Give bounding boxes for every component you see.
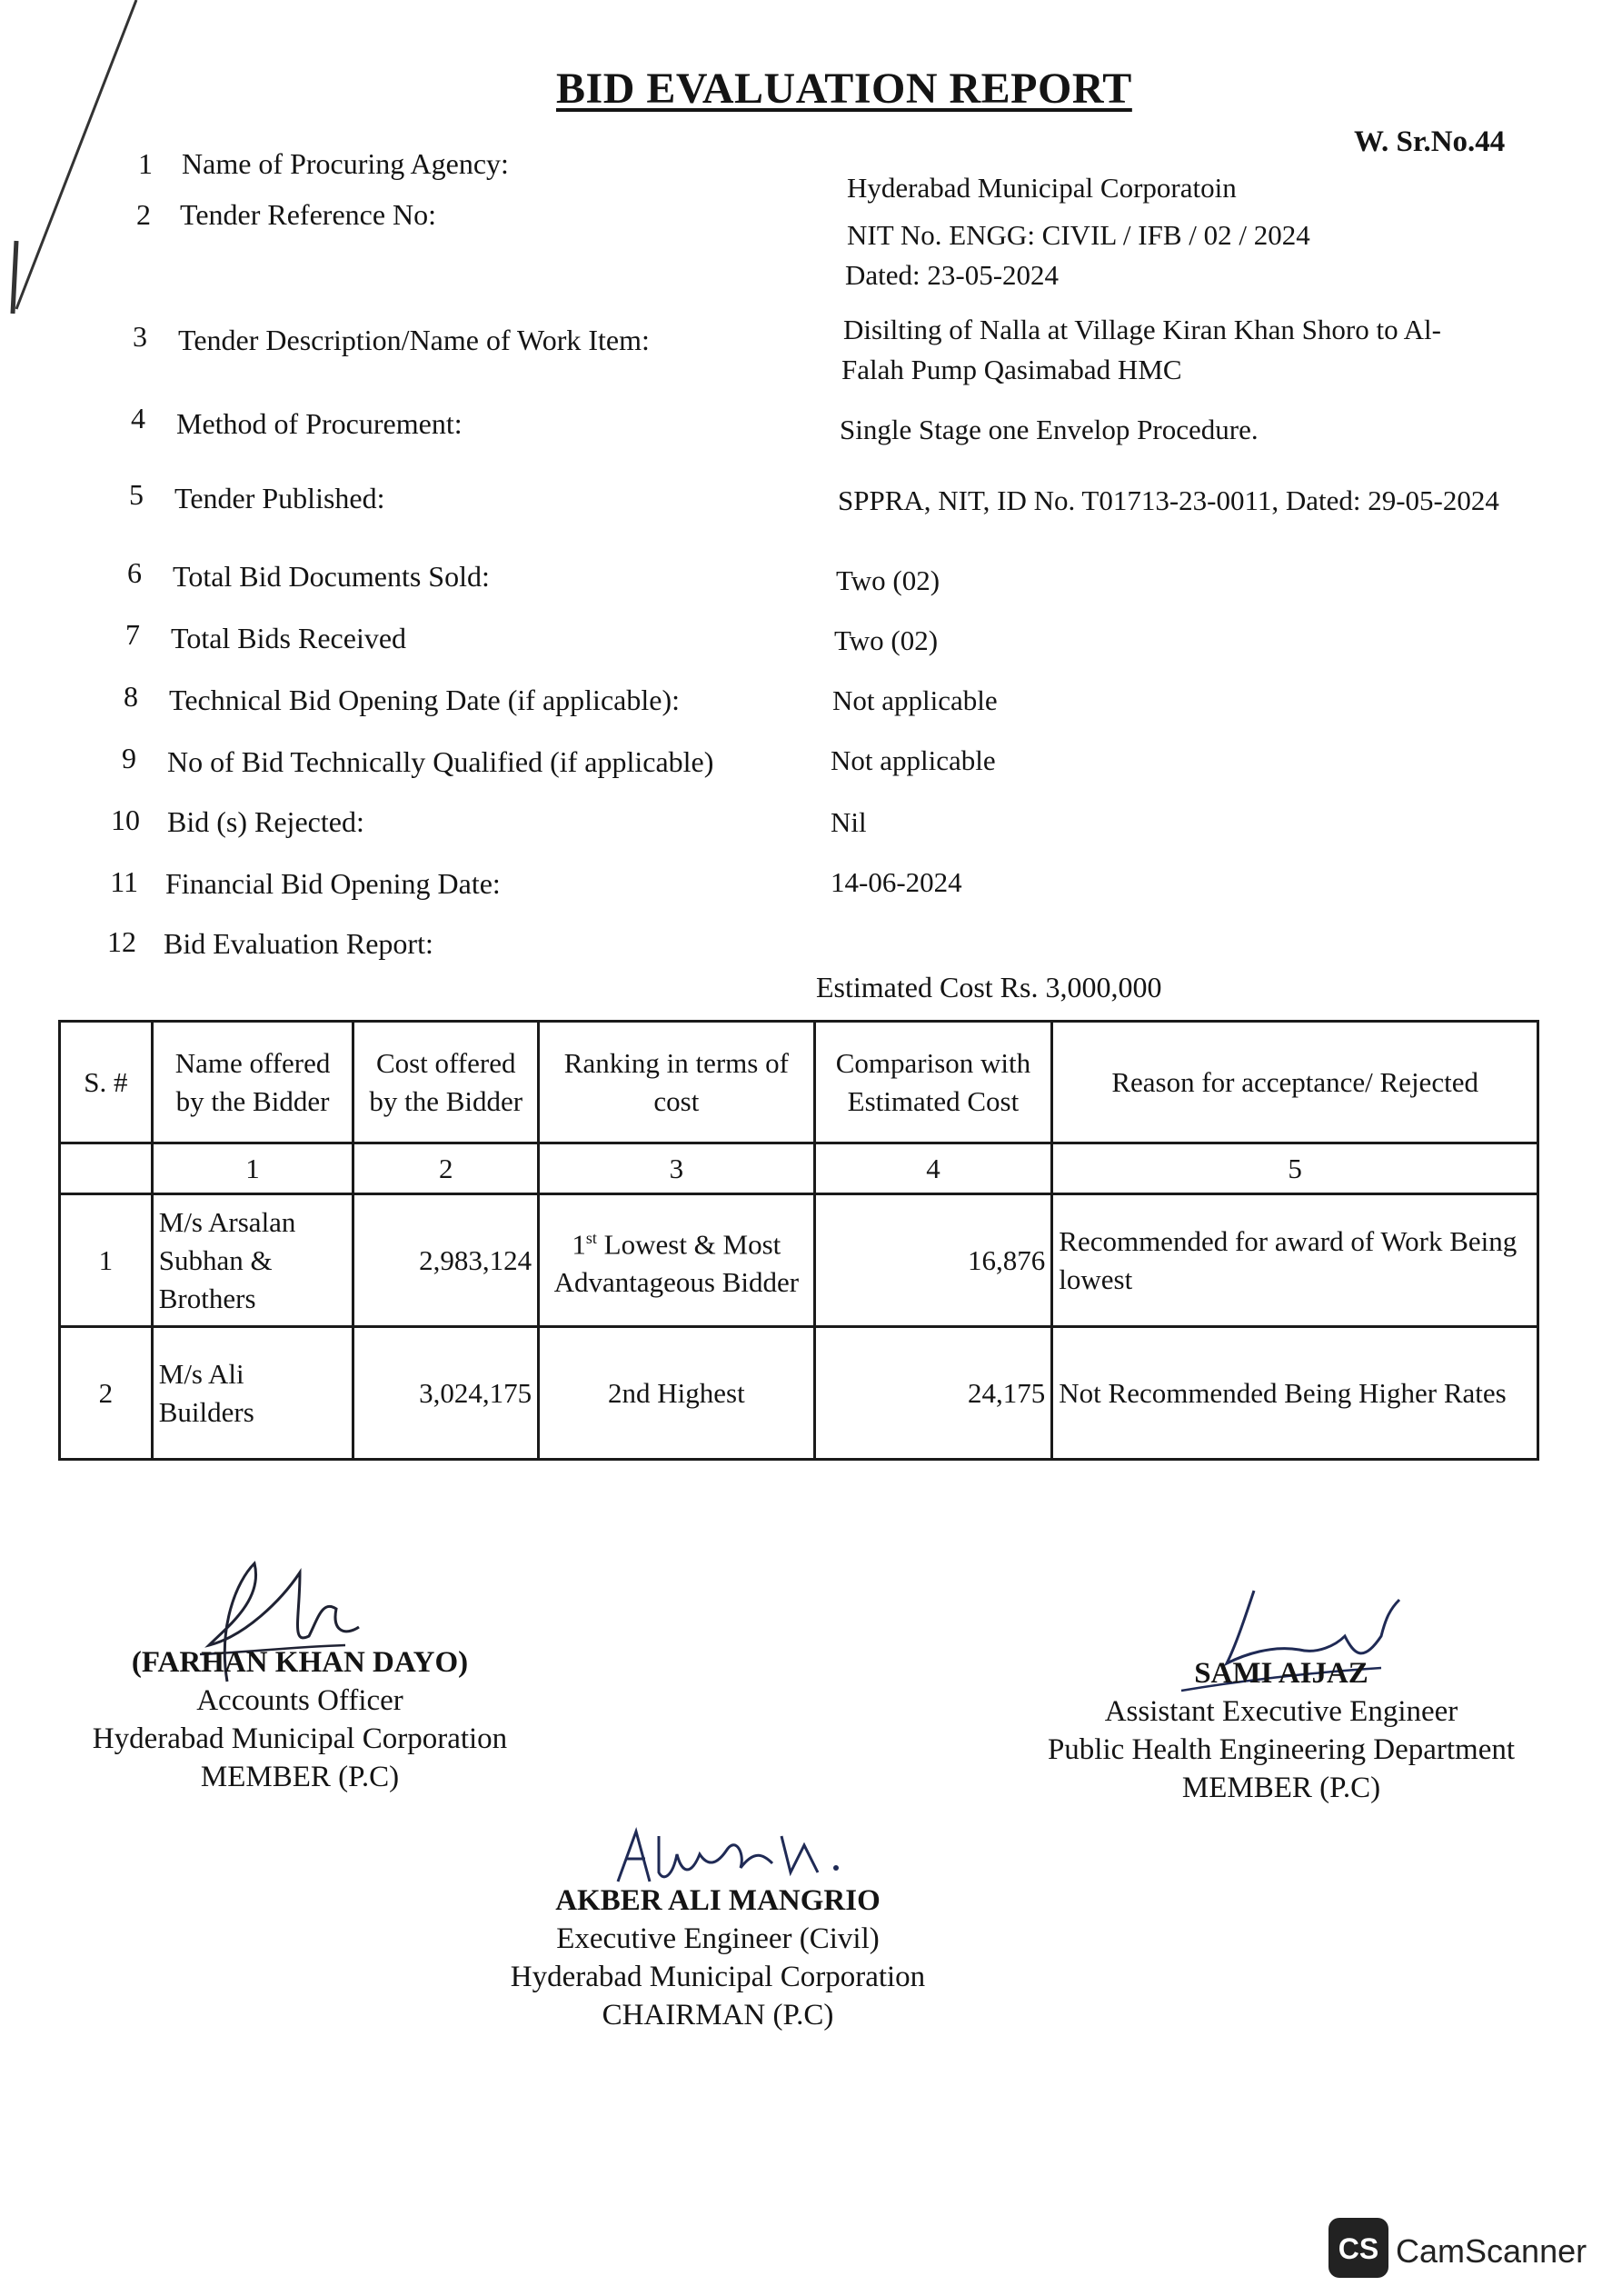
item-number: 4 (131, 402, 145, 434)
item-label: Bid (s) Rejected: (167, 805, 364, 838)
serial-cell: 1 (60, 1194, 153, 1327)
index-cell: 5 (1052, 1143, 1538, 1194)
item-label: Tender Description/Name of Work Item: (178, 324, 650, 356)
item-value: Single Stage one Envelop Procedure. (840, 414, 1259, 445)
item-value: Disilting of Nalla at Village Kiran Khan Shoro to Al- (843, 314, 1441, 345)
item-label: Technical Bid Opening Date (if applicable): (169, 684, 680, 716)
signatory-left (64, 1643, 536, 1796)
column-header: Name offered by the Bidder (152, 1022, 353, 1143)
serial-number: W. Sr.No.44 (1354, 125, 1506, 158)
signatory-organization: Public Health Engineering Department (1047, 1733, 1516, 1766)
item-value: Two (02) (834, 624, 939, 656)
index-cell: 1 (152, 1143, 353, 1194)
column-index-row (60, 1143, 1538, 1194)
signatory-name: (FARHAN KHAN DAYO) (131, 1646, 469, 1679)
item-value-line2: Falah Pump Qasimabad HMC (841, 354, 1182, 385)
bidder-name-cell: M/s Ali Builders (152, 1327, 353, 1460)
signatory-role: CHAIRMAN (P.C) (602, 1999, 834, 2031)
index-cell: 4 (814, 1143, 1052, 1194)
serial-cell: 2 (60, 1327, 153, 1460)
ranking-cell (539, 1194, 815, 1327)
item-number: 12 (107, 925, 136, 958)
ranking-text: 2nd Highest (608, 1376, 745, 1409)
camscanner-logo-icon (1328, 2218, 1388, 2278)
item-value: SPPRA, NIT, ID No. T01713-23-0011, Dated: 29-05-2024 (838, 484, 1499, 516)
item-value: NIT No. ENGG: CIVIL / IFB / 02 / 2024 (847, 219, 1310, 251)
signatory-right (1018, 1654, 1545, 1807)
comparison-cell: 16,876 (814, 1194, 1052, 1327)
reason-cell: Recommended for award of Work Being lowest (1052, 1194, 1538, 1327)
item-number: 8 (124, 680, 138, 713)
estimated-cost: Estimated Cost Rs. 3,000,000 (816, 971, 1162, 1003)
column-header: Ranking in terms of cost (539, 1022, 815, 1143)
signatory-title: Accounts Officer (196, 1684, 403, 1717)
bidder-name-cell: M/s Arsalan Subhan & Brothers (152, 1194, 353, 1327)
bid-cost-cell: 3,024,175 (353, 1327, 539, 1460)
item-label: Name of Procuring Agency: (182, 147, 509, 180)
ranking-ordinal: st (585, 1228, 597, 1247)
ranking-cell (539, 1327, 815, 1460)
ranking-number: 1 (572, 1228, 586, 1261)
item-value: Not applicable (831, 744, 996, 776)
column-header: Reason for acceptance/ Rejected (1052, 1022, 1538, 1143)
item-number: 9 (122, 742, 136, 774)
signatory-role: MEMBER (P.C) (1181, 1772, 1381, 1804)
item-number: 10 (111, 804, 140, 836)
document-title: BID EVALUATION REPORT (556, 65, 1132, 113)
column-header: S. # (60, 1022, 153, 1143)
item-number: 3 (133, 320, 147, 353)
item-label: Bid Evaluation Report: (164, 927, 433, 960)
signature-center (609, 1818, 900, 1891)
index-cell (60, 1143, 153, 1194)
item-value: Nil (831, 806, 867, 838)
item-label: No of Bid Technically Qualified (if applicable) (167, 745, 714, 778)
signatory-name: SAMI AIJAZ (1194, 1657, 1368, 1690)
table-row (60, 1327, 1538, 1460)
item-number: 2 (136, 198, 151, 231)
item-number: 1 (138, 147, 153, 180)
item-label: Tender Reference No: (180, 198, 437, 231)
item-label: Total Bid Documents Sold: (173, 560, 490, 593)
bid-evaluation-table (58, 1020, 1539, 1461)
signatory-title: Assistant Executive Engineer (1104, 1695, 1458, 1728)
item-value: Not applicable (832, 684, 998, 716)
table-row (60, 1194, 1538, 1327)
item-number: 11 (110, 865, 138, 898)
column-header: Comparison with Estimated Cost (814, 1022, 1052, 1143)
signatory-organization: Hyderabad Municipal Corporation (92, 1722, 508, 1755)
item-label: Total Bids Received (171, 622, 407, 654)
camscanner-watermark: CamScanner (1396, 2232, 1587, 2270)
comparison-cell: 24,175 (814, 1327, 1052, 1460)
logo-text: CS (1338, 2232, 1379, 2265)
item-label: Financial Bid Opening Date: (165, 867, 501, 900)
table-header-row (60, 1022, 1538, 1143)
item-number: 6 (127, 556, 142, 589)
column-header: Cost offered by the Bidder (353, 1022, 539, 1143)
item-number: 7 (125, 618, 140, 651)
item-label: Tender Published: (174, 482, 385, 514)
index-cell: 2 (353, 1143, 539, 1194)
item-value: 14-06-2024 (831, 866, 962, 898)
signatory-name: AKBER ALI MANGRIO (555, 1884, 881, 1917)
signatory-title: Executive Engineer (Civil) (556, 1922, 880, 1955)
signatory-role: MEMBER (P.C) (200, 1761, 400, 1793)
item-value: Two (02) (836, 564, 940, 596)
index-cell: 3 (539, 1143, 815, 1194)
item-label: Method of Procurement: (176, 407, 463, 440)
reason-cell: Not Recommended Being Higher Rates (1052, 1327, 1538, 1460)
bid-cost-cell: 2,983,124 (353, 1194, 539, 1327)
item-value-line2: Dated: 23-05-2024 (845, 259, 1060, 291)
item-number: 5 (129, 478, 144, 511)
ranking-text: Lowest & Most Advantageous Bidder (553, 1228, 800, 1299)
item-value: Hyderabad Municipal Corporatoin (847, 172, 1237, 204)
signatory-center (436, 1882, 1000, 2034)
signatory-organization: Hyderabad Municipal Corporation (510, 1961, 926, 1993)
